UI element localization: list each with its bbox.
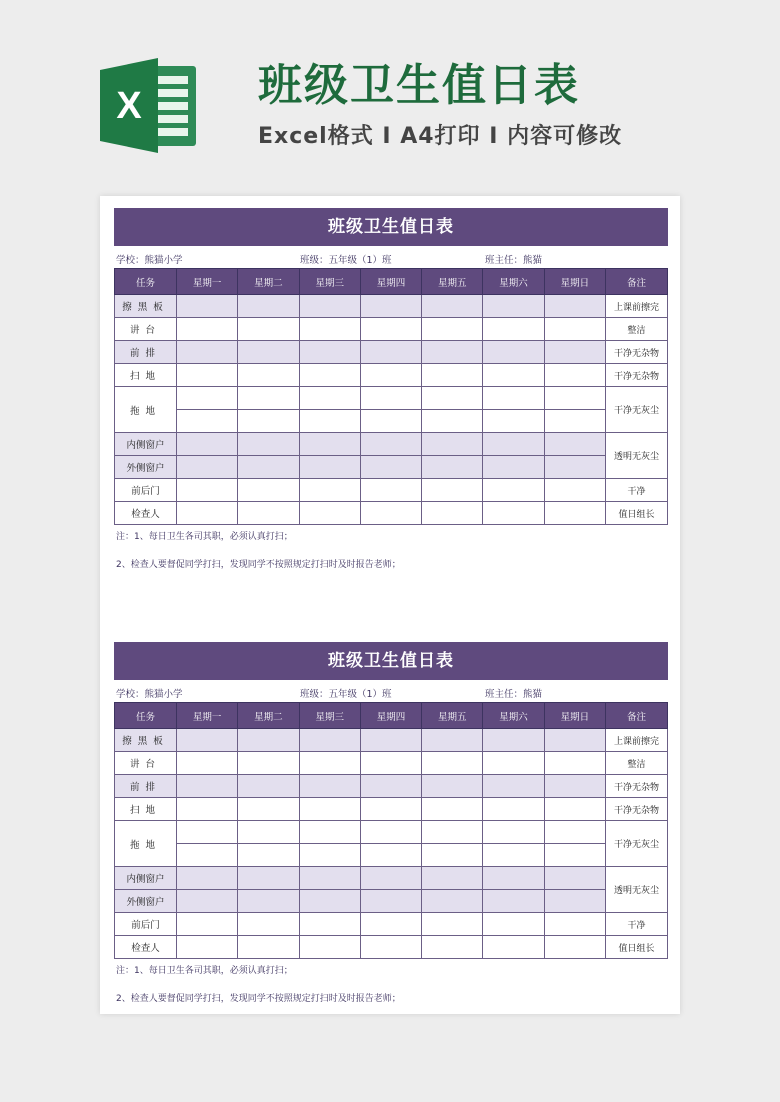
duty-cell[interactable] (360, 821, 421, 844)
task-cell: 内侧窗户 (115, 433, 177, 456)
duty-cell[interactable] (177, 387, 238, 410)
remark-cell: 干净 (606, 479, 668, 502)
remark-cell: 透明无灰尘 (606, 433, 668, 479)
duty-cell[interactable] (483, 867, 544, 890)
duty-cell[interactable] (422, 890, 483, 913)
duty-cell[interactable] (483, 798, 544, 821)
duty-cell[interactable] (483, 318, 544, 341)
duty-cell[interactable] (238, 798, 299, 821)
duty-cell[interactable] (177, 479, 238, 502)
duty-cell[interactable] (177, 752, 238, 775)
task-cell: 外侧窗户 (115, 890, 177, 913)
duty-cell[interactable] (299, 433, 360, 456)
duty-cell[interactable] (422, 729, 483, 752)
task-cell: 拖地 (115, 821, 177, 867)
duty-sheet (114, 642, 668, 1021)
task-cell: 内侧窗户 (115, 867, 177, 890)
duty-cell[interactable] (544, 502, 605, 525)
duty-sheet (114, 208, 668, 587)
table-row (115, 502, 668, 525)
duty-cell[interactable] (360, 387, 421, 410)
table-row (115, 410, 668, 433)
svg-text:X: X (116, 85, 142, 127)
duty-cell[interactable] (238, 890, 299, 913)
column-header: 星期三 (299, 269, 360, 295)
task-cell: 检查人 (115, 502, 177, 525)
duty-cell[interactable] (177, 798, 238, 821)
note-line: 注：1、每日卫生各司其职，必须认真打扫； (116, 966, 293, 976)
duty-cell[interactable] (360, 502, 421, 525)
duty-cell[interactable] (299, 798, 360, 821)
duty-cell[interactable] (483, 387, 544, 410)
class-label: 班级：五年级（1）班 (300, 689, 392, 700)
duty-cell[interactable] (544, 867, 605, 890)
duty-cell[interactable] (299, 890, 360, 913)
duty-cell[interactable] (177, 502, 238, 525)
notes (114, 531, 668, 571)
duty-cell[interactable] (177, 821, 238, 844)
duty-cell[interactable] (544, 775, 605, 798)
duty-cell[interactable] (360, 775, 421, 798)
duty-cell[interactable] (422, 936, 483, 959)
duty-cell[interactable] (422, 433, 483, 456)
sheet-info (114, 246, 668, 268)
duty-cell[interactable] (238, 341, 299, 364)
duty-cell[interactable] (544, 913, 605, 936)
duty-cell[interactable] (238, 295, 299, 318)
column-header: 星期一 (177, 703, 238, 729)
duty-cell[interactable] (544, 410, 605, 433)
duty-cell[interactable] (238, 752, 299, 775)
duty-cell[interactable] (483, 775, 544, 798)
table-row (115, 867, 668, 890)
duty-cell[interactable] (177, 913, 238, 936)
duty-cell[interactable] (544, 295, 605, 318)
column-header: 备注 (606, 269, 668, 295)
duty-cell[interactable] (422, 821, 483, 844)
duty-cell[interactable] (238, 775, 299, 798)
duty-cell[interactable] (238, 913, 299, 936)
column-header: 任务 (115, 269, 177, 295)
teacher-label: 班主任：熊猫 (485, 689, 543, 700)
duty-cell[interactable] (360, 729, 421, 752)
duty-cell[interactable] (299, 502, 360, 525)
duty-cell[interactable] (238, 936, 299, 959)
duty-cell[interactable] (177, 867, 238, 890)
duty-cell[interactable] (422, 341, 483, 364)
duty-table (114, 268, 668, 525)
duty-cell[interactable] (544, 387, 605, 410)
page-title: 班级卫生值日表 (258, 60, 580, 111)
duty-cell[interactable] (238, 867, 299, 890)
duty-cell[interactable] (483, 752, 544, 775)
duty-cell[interactable] (483, 433, 544, 456)
table-row (115, 936, 668, 959)
remark-cell: 上课前擦完 (606, 729, 668, 752)
duty-cell[interactable] (360, 936, 421, 959)
duty-cell[interactable] (483, 341, 544, 364)
duty-cell[interactable] (299, 341, 360, 364)
remark-cell: 干净 (606, 913, 668, 936)
duty-cell[interactable] (299, 387, 360, 410)
duty-cell[interactable] (544, 821, 605, 844)
table-row (115, 456, 668, 479)
remark-cell: 干净无杂物 (606, 341, 668, 364)
duty-cell[interactable] (422, 479, 483, 502)
task-cell: 扫地 (115, 798, 177, 821)
duty-cell[interactable] (360, 295, 421, 318)
table-row (115, 318, 668, 341)
remark-cell: 干净无杂物 (606, 364, 668, 387)
column-header: 星期六 (483, 269, 544, 295)
table-row (115, 341, 668, 364)
duty-cell[interactable] (483, 936, 544, 959)
table-row (115, 752, 668, 775)
duty-cell[interactable] (360, 752, 421, 775)
duty-cell[interactable] (177, 936, 238, 959)
duty-cell[interactable] (544, 890, 605, 913)
remark-cell: 整洁 (606, 752, 668, 775)
duty-cell[interactable] (483, 456, 544, 479)
duty-cell[interactable] (422, 798, 483, 821)
duty-cell[interactable] (177, 775, 238, 798)
duty-cell[interactable] (483, 821, 544, 844)
table-row (115, 364, 668, 387)
duty-cell[interactable] (177, 729, 238, 752)
duty-cell[interactable] (238, 318, 299, 341)
duty-table (114, 702, 668, 959)
duty-cell[interactable] (360, 867, 421, 890)
notes (114, 965, 668, 1005)
column-header: 星期二 (238, 703, 299, 729)
duty-cell[interactable] (483, 913, 544, 936)
duty-cell[interactable] (544, 798, 605, 821)
table-header-row (115, 269, 668, 295)
duty-cell[interactable] (238, 433, 299, 456)
duty-cell[interactable] (422, 844, 483, 867)
duty-cell[interactable] (299, 729, 360, 752)
note-line: 2、检查人要督促同学打扫，发现同学不按照规定打扫时及时报告老师； (116, 994, 401, 1004)
duty-cell[interactable] (422, 410, 483, 433)
duty-cell[interactable] (177, 433, 238, 456)
remark-cell: 值日组长 (606, 502, 668, 525)
duty-cell[interactable] (544, 364, 605, 387)
duty-cell[interactable] (299, 936, 360, 959)
note-line: 注：1、每日卫生各司其职，必须认真打扫； (116, 532, 293, 542)
task-cell: 擦黑板 (115, 295, 177, 318)
duty-cell[interactable] (544, 479, 605, 502)
duty-cell[interactable] (177, 456, 238, 479)
duty-cell[interactable] (360, 318, 421, 341)
duty-cell[interactable] (483, 729, 544, 752)
duty-cell[interactable] (238, 387, 299, 410)
duty-cell[interactable] (422, 913, 483, 936)
excel-logo-icon (100, 58, 200, 153)
class-label: 班级：五年级（1）班 (300, 255, 392, 266)
sheet-title: 班级卫生值日表 (114, 642, 668, 680)
duty-cell[interactable] (238, 821, 299, 844)
table-row (115, 890, 668, 913)
duty-cell[interactable] (360, 364, 421, 387)
duty-cell[interactable] (544, 456, 605, 479)
duty-cell[interactable] (360, 890, 421, 913)
table-header-row (115, 703, 668, 729)
duty-cell[interactable] (238, 502, 299, 525)
table-row (115, 387, 668, 410)
column-header: 星期一 (177, 269, 238, 295)
duty-cell[interactable] (299, 752, 360, 775)
duty-cell[interactable] (422, 364, 483, 387)
duty-cell[interactable] (299, 456, 360, 479)
duty-cell[interactable] (422, 456, 483, 479)
column-header: 任务 (115, 703, 177, 729)
table-row (115, 295, 668, 318)
task-cell: 讲台 (115, 318, 177, 341)
duty-cell[interactable] (177, 364, 238, 387)
duty-cell[interactable] (177, 295, 238, 318)
duty-cell[interactable] (544, 341, 605, 364)
task-cell: 前排 (115, 341, 177, 364)
task-cell: 前后门 (115, 913, 177, 936)
page-subtitle: Excel格式 I A4打印 I 内容可修改 (258, 124, 623, 149)
table-row (115, 798, 668, 821)
duty-cell[interactable] (422, 318, 483, 341)
duty-cell[interactable] (360, 844, 421, 867)
column-header: 星期日 (544, 269, 605, 295)
duty-cell[interactable] (544, 318, 605, 341)
remark-cell: 干净无灰尘 (606, 387, 668, 433)
remark-cell: 值日组长 (606, 936, 668, 959)
remark-cell: 干净无杂物 (606, 798, 668, 821)
duty-cell[interactable] (360, 913, 421, 936)
duty-cell[interactable] (299, 318, 360, 341)
table-row (115, 913, 668, 936)
note-line: 2、检查人要督促同学打扫，发现同学不按照规定打扫时及时报告老师； (116, 560, 401, 570)
sheet-info (114, 680, 668, 702)
teacher-label: 班主任：熊猫 (485, 255, 543, 266)
duty-cell[interactable] (238, 729, 299, 752)
task-cell: 讲台 (115, 752, 177, 775)
column-header: 星期二 (238, 269, 299, 295)
duty-cell[interactable] (299, 410, 360, 433)
duty-cell[interactable] (299, 775, 360, 798)
duty-cell[interactable] (483, 410, 544, 433)
duty-cell[interactable] (360, 341, 421, 364)
duty-cell[interactable] (544, 433, 605, 456)
duty-cell[interactable] (299, 295, 360, 318)
remark-cell: 干净无灰尘 (606, 821, 668, 867)
duty-cell[interactable] (422, 775, 483, 798)
duty-cell[interactable] (544, 936, 605, 959)
task-cell: 前后门 (115, 479, 177, 502)
table-row (115, 821, 668, 844)
table-row (115, 775, 668, 798)
duty-cell[interactable] (299, 364, 360, 387)
duty-cell[interactable] (422, 502, 483, 525)
remark-cell: 整洁 (606, 318, 668, 341)
duty-cell[interactable] (177, 410, 238, 433)
school-label: 学校：熊猫小学 (116, 255, 183, 266)
duty-cell[interactable] (422, 387, 483, 410)
duty-cell[interactable] (483, 295, 544, 318)
duty-cell[interactable] (360, 433, 421, 456)
remark-cell: 干净无杂物 (606, 775, 668, 798)
duty-cell[interactable] (177, 890, 238, 913)
remark-cell: 透明无灰尘 (606, 867, 668, 913)
column-header: 星期三 (299, 703, 360, 729)
duty-cell[interactable] (238, 844, 299, 867)
document-paper (100, 196, 680, 1014)
table-row (115, 433, 668, 456)
duty-cell[interactable] (483, 890, 544, 913)
duty-cell[interactable] (299, 479, 360, 502)
duty-cell[interactable] (483, 364, 544, 387)
duty-cell[interactable] (544, 729, 605, 752)
duty-cell[interactable] (360, 798, 421, 821)
duty-cell[interactable] (422, 867, 483, 890)
duty-cell[interactable] (544, 752, 605, 775)
duty-cell[interactable] (238, 410, 299, 433)
duty-cell[interactable] (177, 318, 238, 341)
duty-cell[interactable] (177, 844, 238, 867)
remark-cell: 上课前擦完 (606, 295, 668, 318)
duty-cell[interactable] (299, 867, 360, 890)
column-header: 星期日 (544, 703, 605, 729)
duty-cell[interactable] (544, 844, 605, 867)
duty-cell[interactable] (177, 341, 238, 364)
duty-cell[interactable] (360, 410, 421, 433)
duty-cell[interactable] (483, 502, 544, 525)
task-cell: 检查人 (115, 936, 177, 959)
task-cell: 前排 (115, 775, 177, 798)
column-header: 星期四 (360, 703, 421, 729)
duty-cell[interactable] (238, 364, 299, 387)
duty-cell[interactable] (360, 479, 421, 502)
task-cell: 外侧窗户 (115, 456, 177, 479)
page-header (0, 0, 780, 190)
duty-cell[interactable] (299, 844, 360, 867)
duty-cell[interactable] (483, 479, 544, 502)
task-cell: 拖地 (115, 387, 177, 433)
table-row (115, 729, 668, 752)
duty-cell[interactable] (422, 295, 483, 318)
sheet-title: 班级卫生值日表 (114, 208, 668, 246)
table-row (115, 479, 668, 502)
column-header: 星期五 (422, 703, 483, 729)
column-header: 星期四 (360, 269, 421, 295)
column-header: 星期六 (483, 703, 544, 729)
task-cell: 擦黑板 (115, 729, 177, 752)
duty-cell[interactable] (483, 844, 544, 867)
column-header: 星期五 (422, 269, 483, 295)
school-label: 学校：熊猫小学 (116, 689, 183, 700)
duty-cell[interactable] (299, 913, 360, 936)
column-header: 备注 (606, 703, 668, 729)
duty-cell[interactable] (299, 821, 360, 844)
duty-cell[interactable] (360, 456, 421, 479)
duty-cell[interactable] (238, 479, 299, 502)
task-cell: 扫地 (115, 364, 177, 387)
table-row (115, 844, 668, 867)
duty-cell[interactable] (422, 752, 483, 775)
duty-cell[interactable] (238, 456, 299, 479)
